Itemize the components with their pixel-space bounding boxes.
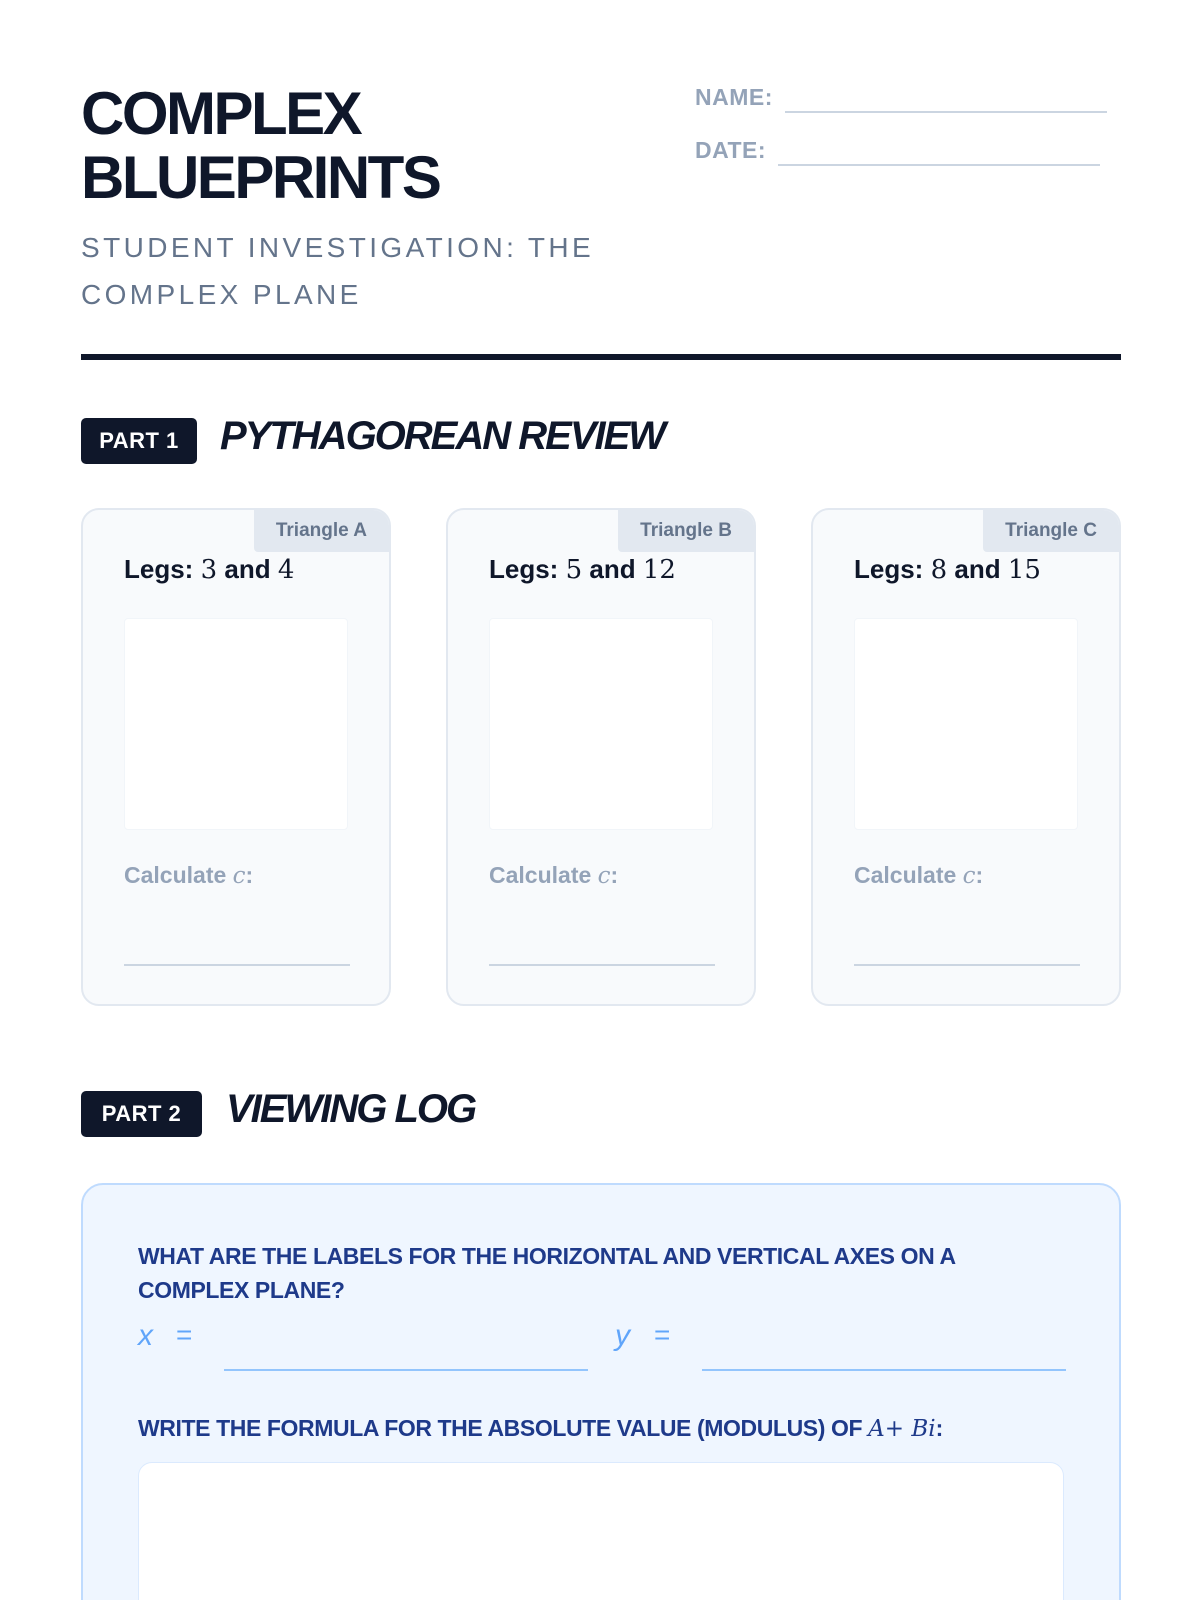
leg-1: 8 <box>930 555 948 585</box>
viewing-log-panel <box>81 1183 1121 1600</box>
formula-answer-box[interactable] <box>138 1462 1064 1600</box>
calculate-label: Calculate c: <box>124 862 254 889</box>
name-label: NAME: <box>695 84 773 110</box>
leg-2: 12 <box>642 555 676 585</box>
legs-text: Legs: 5 and 12 <box>489 554 676 585</box>
x-axis-answer-line[interactable] <box>224 1369 588 1371</box>
leg-1: 3 <box>200 555 218 585</box>
y-equals: = <box>654 1319 671 1350</box>
triangle-card-b <box>446 508 756 1006</box>
title-line-2: BLUEPRINTS <box>81 144 440 211</box>
axes-question: WHAT ARE THE LABELS FOR THE HORIZONTAL AND VERTICAL AXES ON A COMPLEX PLANE? <box>138 1243 955 1303</box>
answer-line[interactable] <box>124 964 350 966</box>
leg-2: 15 <box>1007 555 1041 585</box>
x-variable: x <box>138 1319 153 1352</box>
calculate-label: Calculate c: <box>489 862 619 889</box>
card-tag: Triangle B <box>618 510 754 552</box>
name-field[interactable] <box>695 84 1107 111</box>
worksheet-subtitle: STUDENT INVESTIGATION: THE COMPLEX PLANE <box>81 232 595 310</box>
part2-title: VIEWING LOG <box>226 1087 476 1131</box>
part1-badge: PART 1 <box>81 418 197 464</box>
date-input-line[interactable] <box>778 164 1100 166</box>
card-tag: Triangle C <box>983 510 1119 552</box>
x-equals: = <box>176 1319 193 1350</box>
legs-text: Legs: 3 and 4 <box>124 554 295 585</box>
complex-expression: A+ Bi <box>868 1416 936 1442</box>
worksheet-title <box>81 82 439 210</box>
date-label: DATE: <box>695 137 767 163</box>
y-variable: y <box>615 1319 630 1352</box>
worksheet-page <box>81 0 1121 1600</box>
part2-badge: PART 2 <box>81 1091 202 1137</box>
answer-line[interactable] <box>489 964 715 966</box>
leg-1: 5 <box>565 555 583 585</box>
triangle-card-a <box>81 508 391 1006</box>
work-area[interactable] <box>854 618 1078 830</box>
y-axis-answer-line[interactable] <box>702 1369 1066 1371</box>
triangle-card-c <box>811 508 1121 1006</box>
name-input-line[interactable] <box>785 111 1107 113</box>
card-tag: Triangle A <box>254 510 389 552</box>
answer-line[interactable] <box>854 964 1080 966</box>
title-line-1: COMPLEX <box>81 80 361 147</box>
modulus-question: WRITE THE FORMULA FOR THE ABSOLUTE VALUE (MODULUS) OF A+ Bi: <box>138 1415 943 1442</box>
date-field[interactable] <box>695 137 1100 164</box>
header-divider <box>81 354 1121 360</box>
legs-text: Legs: 8 and 15 <box>854 554 1041 585</box>
leg-2: 4 <box>277 555 295 585</box>
calculate-label: Calculate c: <box>854 862 984 889</box>
work-area[interactable] <box>489 618 713 830</box>
work-area[interactable] <box>124 618 348 830</box>
part1-title: PYTHAGOREAN REVIEW <box>220 414 665 458</box>
